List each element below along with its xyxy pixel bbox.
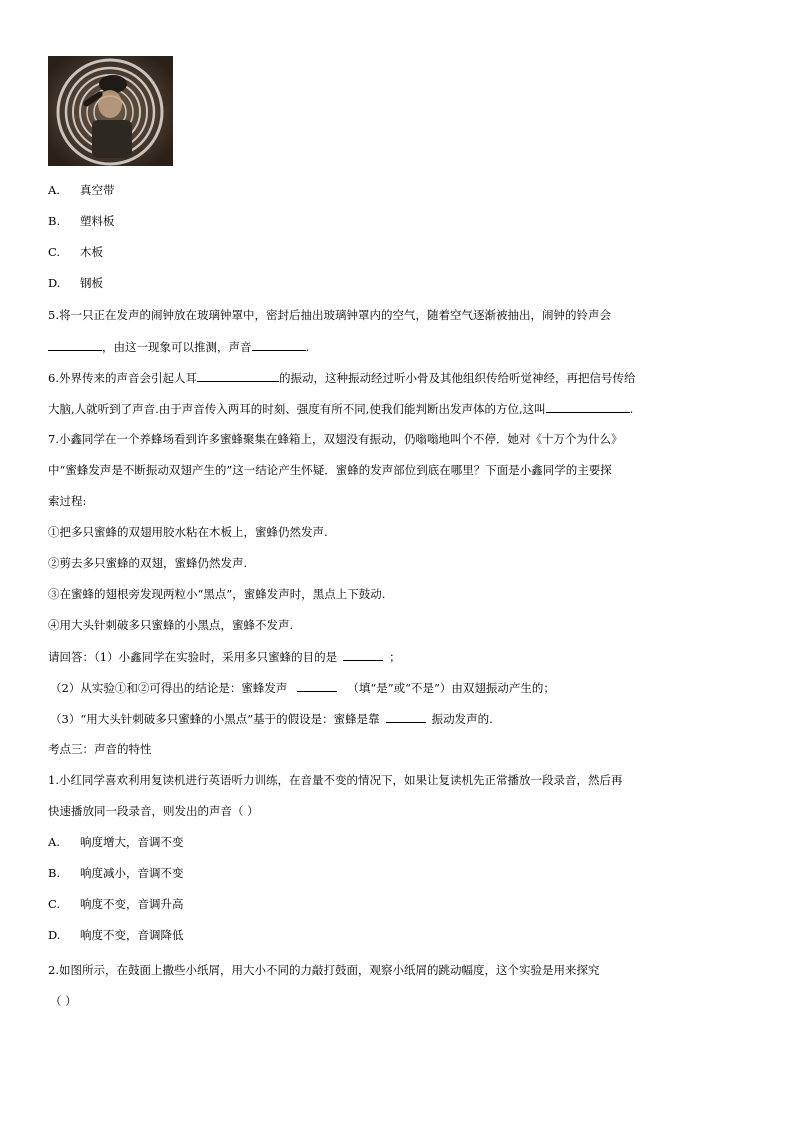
s3-option-c [48,896,184,912]
answer-blank[interactable] [343,648,383,661]
option-text: 木板 [80,245,103,259]
q5-line1: 5.将一只正在发声的闹钟放在玻璃钟罩中，密封后抽出玻璃钟罩内的空气，随着空气逐渐被抽出，闹钟的铃声会 [48,308,611,322]
bell-jar-photo [48,56,173,166]
option-text: 响度不变，音调降低 [80,928,184,942]
q7-step1: ①把多只蜜蜂的双翅用胶水粘在木板上，蜜蜂仍然发声. [48,525,328,539]
option-c [48,244,103,260]
option-letter: A. [48,835,60,849]
answer-blank[interactable] [386,710,426,723]
q7-ask1-text: 请回答：（1）小鑫同学在实验时，采用多只蜜蜂的目的是 [48,650,338,664]
q6-text-b: 的振动，这种振动经过听小骨及其他组织传给听觉神经，再把信号传给 [278,371,636,385]
option-text: 钢板 [80,276,103,290]
q7-ask3-text: （3）“用大头针刺破多只蜜蜂的小黑点”基于的假设是：蜜蜂是靠 [50,712,380,726]
option-letter: A. [48,183,60,197]
q7-ask3-end: 振动发声的. [431,712,493,726]
q5-line2 [48,338,309,355]
s3-option-a [48,834,184,850]
q7-ask2-text: （2）从实验①和②可得出的结论是：蜜蜂发声 [50,681,288,695]
q7-line1: 7.小鑫同学在一个养蜂场看到许多蜜蜂聚集在蜂箱上，双翅没有振动，仍嗡嗡地叫个不停．她对《十万个为什么》 [48,432,623,446]
option-b [48,213,115,229]
section-title: 考点三：声音的特性 [48,742,152,756]
option-text: 真空带 [80,183,115,197]
option-text: 塑料板 [80,214,115,228]
q6-line2 [48,400,633,417]
s3-q1-line2: 快速播放同一段录音，则发出的声音（ ） [48,804,259,818]
q5-text-mid: ，由这一现象可以推测，声音 [102,340,252,354]
s3-q2-line1: 2.如图所示，在鼓面上撒些小纸屑，用大小不同的力敲打鼓面，观察小纸屑的跳动幅度，这个实验是用来探究 [48,963,600,977]
option-letter: C. [48,897,61,911]
q7-ask3 [50,710,493,727]
option-letter: B. [48,866,61,880]
option-a [48,182,115,198]
answer-blank[interactable] [48,338,102,351]
q6-text-end: . [629,402,634,416]
q7-line2: 中“蜜蜂发声是不断振动双翅产生的”这一结论产生怀疑．蜜蜂的发声部位到底在哪里？下面是小鑫同学的主要探 [48,463,612,477]
option-text: 响度不变，音调升高 [80,897,184,911]
option-text: 响度减小，音调不变 [80,866,184,880]
q5-text-end: . [305,340,310,354]
q7-ask1 [48,648,401,665]
s3-option-b [48,865,184,881]
q7-step2: ②剪去多只蜜蜂的双翅，蜜蜂仍然发声. [48,556,248,570]
option-text: 响度增大，音调不变 [80,835,184,849]
option-letter: D. [48,276,61,290]
q6-line1 [48,369,635,386]
answer-blank[interactable] [252,338,306,351]
s3-q1-line1: 1.小红同学喜欢利用复读机进行英语听力训练，在音量不变的情况下，如果让复读机先正常播放一段录音，然后再 [48,773,623,787]
option-d [48,275,103,291]
answer-blank[interactable] [546,400,630,413]
q7-ask1-end: ； [389,650,401,664]
q7-step3: ③在蜜蜂的翅根旁发现两粒小“黑点”，蜜蜂发声时，黑点上下鼓动. [48,587,386,601]
option-letter: B. [48,214,61,228]
option-letter: D. [48,928,61,942]
s3-q2-line2: （ ） [50,994,77,1008]
q7-ask2-end: （填“是”或“不是”）由双翅振动产生的； [347,681,555,695]
q7-line3: 索过程: [48,494,87,508]
answer-blank[interactable] [197,369,279,382]
q7-step4: ④用大头针刺破多只蜜蜂的小黑点，蜜蜂不发声. [48,618,294,632]
option-letter: C. [48,245,61,259]
answer-blank[interactable] [297,679,337,692]
q7-ask2 [50,679,555,696]
q6-text-c: 大脑,人就听到了声音.由于声音传入两耳的时刻、强度有所不同,使我们能判断出发声体的方位,这叫 [48,402,546,416]
q6-text-a: 6.外界传来的声音会引起人耳 [48,371,197,385]
s3-option-d [48,927,184,943]
